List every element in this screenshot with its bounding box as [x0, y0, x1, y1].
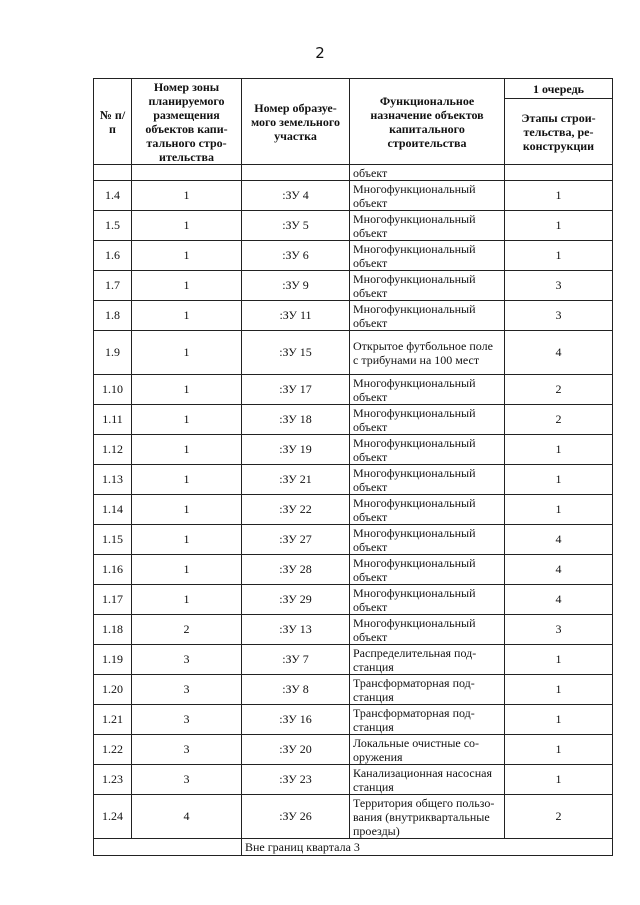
cell-stage: 3 — [505, 301, 613, 331]
cell-plot: :ЗУ 19 — [242, 435, 350, 465]
cell-plot: :ЗУ 15 — [242, 331, 350, 375]
cell-num: 1.23 — [94, 765, 132, 795]
cell-plot: :ЗУ 28 — [242, 555, 350, 585]
continuation-text: объект — [350, 165, 505, 181]
table-row — [94, 271, 613, 301]
cell-num: 1.5 — [94, 211, 132, 241]
cell-num: 1.19 — [94, 645, 132, 675]
table-row — [94, 765, 613, 795]
cell-zone: 1 — [132, 555, 242, 585]
cell-function: Многофункциональный объект — [350, 525, 505, 555]
cell-function: Многофункциональный объект — [350, 465, 505, 495]
cell-function: Многофункциональный объект — [350, 585, 505, 615]
cell-zone: 1 — [132, 435, 242, 465]
cell-zone: 3 — [132, 765, 242, 795]
cell-stage: 2 — [505, 405, 613, 435]
table-row — [94, 375, 613, 405]
cell-zone: 1 — [132, 585, 242, 615]
cell-stage: 2 — [505, 795, 613, 839]
cell-blank — [242, 165, 350, 181]
cell-num: 1.12 — [94, 435, 132, 465]
cell-zone: 1 — [132, 331, 242, 375]
cell-plot: :ЗУ 17 — [242, 375, 350, 405]
cell-function: Трансформаторная под- станция — [350, 675, 505, 705]
cell-stage: 1 — [505, 645, 613, 675]
cell-plot: :ЗУ 6 — [242, 241, 350, 271]
table-row — [94, 675, 613, 705]
cell-zone: 1 — [132, 405, 242, 435]
table-row — [94, 211, 613, 241]
footer-blank — [94, 839, 242, 856]
header-function: Функциональное назначение объектов капитального строительства — [350, 79, 505, 165]
footer-row — [94, 839, 613, 856]
table-row — [94, 241, 613, 271]
cell-zone: 3 — [132, 735, 242, 765]
cell-stage: 4 — [505, 525, 613, 555]
cell-blank — [132, 165, 242, 181]
cell-num: 1.6 — [94, 241, 132, 271]
cell-function: Многофункциональный объект — [350, 181, 505, 211]
cell-zone: 4 — [132, 795, 242, 839]
cell-num: 1.16 — [94, 555, 132, 585]
cell-plot: :ЗУ 29 — [242, 585, 350, 615]
cell-stage: 1 — [505, 675, 613, 705]
table-row — [94, 735, 613, 765]
cell-stage: 1 — [505, 465, 613, 495]
cell-zone: 3 — [132, 675, 242, 705]
cell-plot: :ЗУ 26 — [242, 795, 350, 839]
cell-stage: 1 — [505, 241, 613, 271]
continuation-row — [94, 165, 613, 181]
cell-stage: 1 — [505, 705, 613, 735]
cell-plot: :ЗУ 4 — [242, 181, 350, 211]
cell-function: Многофункциональный объект — [350, 615, 505, 645]
cell-zone: 1 — [132, 495, 242, 525]
header-stages: Этапы строи- тельства, ре- конструкции — [505, 99, 613, 165]
cell-function: Многофункциональный объект — [350, 271, 505, 301]
table-row — [94, 405, 613, 435]
cell-plot: :ЗУ 21 — [242, 465, 350, 495]
table-row — [94, 301, 613, 331]
cell-num: 1.22 — [94, 735, 132, 765]
cell-stage: 1 — [505, 765, 613, 795]
cell-num: 1.11 — [94, 405, 132, 435]
cell-stage: 3 — [505, 271, 613, 301]
cell-zone: 1 — [132, 375, 242, 405]
table-row — [94, 435, 613, 465]
cell-function: Многофункциональный объект — [350, 405, 505, 435]
cell-function: Распределительная под- станция — [350, 645, 505, 675]
cell-num: 1.13 — [94, 465, 132, 495]
cell-num: 1.20 — [94, 675, 132, 705]
cell-stage: 1 — [505, 435, 613, 465]
cell-plot: :ЗУ 5 — [242, 211, 350, 241]
cell-plot: :ЗУ 11 — [242, 301, 350, 331]
table-row — [94, 331, 613, 375]
cell-function: Трансформаторная под- станция — [350, 705, 505, 735]
cell-plot: :ЗУ 22 — [242, 495, 350, 525]
cell-stage: 2 — [505, 375, 613, 405]
cell-stage: 4 — [505, 555, 613, 585]
cell-function: Многофункциональный объект — [350, 435, 505, 465]
planning-table — [93, 78, 613, 856]
cell-num: 1.21 — [94, 705, 132, 735]
header-zone: Номер зоны планируемого размещения объектов капи- тального стро- ительства — [132, 79, 242, 165]
cell-num: 1.15 — [94, 525, 132, 555]
header-queue: 1 очередь — [505, 79, 613, 99]
cell-plot: :ЗУ 18 — [242, 405, 350, 435]
footer-text: Вне границ квартала 3 — [242, 839, 613, 856]
cell-function: Многофункциональный объект — [350, 495, 505, 525]
cell-function: Многофункциональный объект — [350, 241, 505, 271]
cell-plot: :ЗУ 7 — [242, 645, 350, 675]
cell-function: Локальные очистные со- оружения — [350, 735, 505, 765]
cell-zone: 1 — [132, 525, 242, 555]
cell-stage: 1 — [505, 181, 613, 211]
cell-function: Открытое футбольное поле с трибунами на 100 мест — [350, 331, 505, 375]
table-body — [94, 165, 613, 839]
cell-zone: 1 — [132, 271, 242, 301]
cell-plot: :ЗУ 9 — [242, 271, 350, 301]
cell-num: 1.14 — [94, 495, 132, 525]
table-row — [94, 615, 613, 645]
cell-zone: 3 — [132, 645, 242, 675]
cell-stage: 3 — [505, 615, 613, 645]
cell-function: Многофункциональный объект — [350, 301, 505, 331]
cell-stage: 4 — [505, 585, 613, 615]
cell-plot: :ЗУ 8 — [242, 675, 350, 705]
cell-function: Территория общего пользо- вания (внутриквартальные проезды) — [350, 795, 505, 839]
cell-blank — [505, 165, 613, 181]
header-num: № п/п — [94, 79, 132, 165]
cell-num: 1.24 — [94, 795, 132, 839]
cell-num: 1.18 — [94, 615, 132, 645]
cell-zone: 1 — [132, 241, 242, 271]
table-row — [94, 585, 613, 615]
table-row — [94, 181, 613, 211]
cell-zone: 1 — [132, 465, 242, 495]
cell-stage: 4 — [505, 331, 613, 375]
cell-plot: :ЗУ 20 — [242, 735, 350, 765]
cell-stage: 1 — [505, 495, 613, 525]
cell-zone: 3 — [132, 705, 242, 735]
cell-zone: 1 — [132, 301, 242, 331]
table-row — [94, 525, 613, 555]
page-number: 2 — [315, 44, 325, 62]
cell-function: Многофункциональный объект — [350, 211, 505, 241]
cell-function: Канализационная насосная станция — [350, 765, 505, 795]
table-row — [94, 705, 613, 735]
header-plot: Номер образуе- мого земельного участка — [242, 79, 350, 165]
cell-plot: :ЗУ 27 — [242, 525, 350, 555]
cell-num: 1.10 — [94, 375, 132, 405]
table-row — [94, 645, 613, 675]
cell-num: 1.9 — [94, 331, 132, 375]
table-row — [94, 795, 613, 839]
cell-function: Многофункциональный объект — [350, 555, 505, 585]
table-row — [94, 465, 613, 495]
cell-num: 1.4 — [94, 181, 132, 211]
cell-zone: 2 — [132, 615, 242, 645]
cell-blank — [94, 165, 132, 181]
cell-function: Многофункциональный объект — [350, 375, 505, 405]
cell-num: 1.8 — [94, 301, 132, 331]
cell-num: 1.17 — [94, 585, 132, 615]
cell-plot: :ЗУ 23 — [242, 765, 350, 795]
cell-zone: 1 — [132, 211, 242, 241]
table-row — [94, 495, 613, 525]
cell-stage: 1 — [505, 735, 613, 765]
cell-num: 1.7 — [94, 271, 132, 301]
table-row — [94, 555, 613, 585]
cell-plot: :ЗУ 16 — [242, 705, 350, 735]
cell-plot: :ЗУ 13 — [242, 615, 350, 645]
cell-stage: 1 — [505, 211, 613, 241]
cell-zone: 1 — [132, 181, 242, 211]
